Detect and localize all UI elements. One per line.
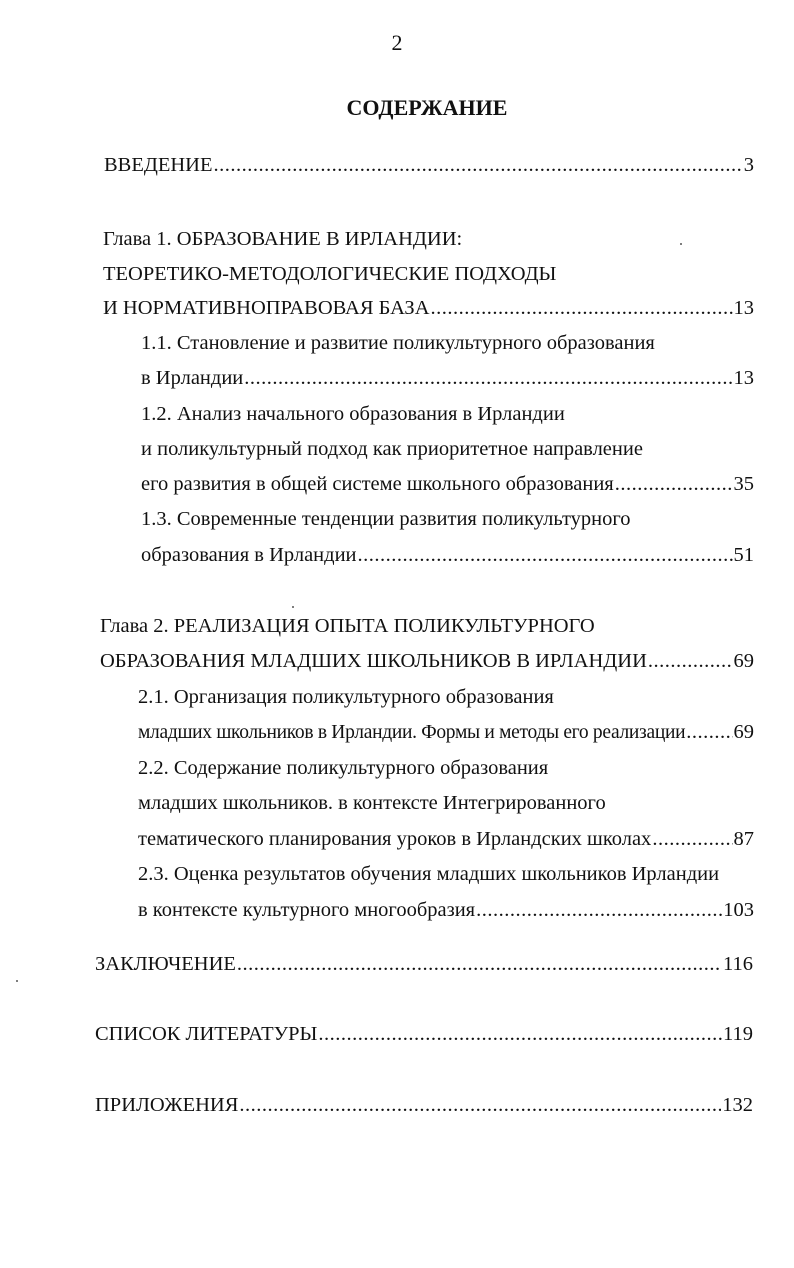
toc-entry-section-2-2[interactable] xyxy=(138,822,754,856)
dot-leader xyxy=(358,538,733,572)
chapter1-heading-line1[interactable]: Глава 1. ОБРАЗОВАНИЕ В ИРЛАНДИИ: xyxy=(103,228,463,250)
toc-page-number: 13 xyxy=(733,297,754,319)
toc-entry-label: ВВЕДЕНИЕ xyxy=(104,154,213,176)
dot-leader xyxy=(239,1088,721,1122)
dot-leader xyxy=(431,291,733,325)
toc-entry-section-2-1[interactable] xyxy=(138,715,754,749)
scan-speck xyxy=(680,243,682,245)
toc-page-number: 132 xyxy=(722,1094,753,1116)
toc-page-number: 13 xyxy=(733,367,754,389)
toc-page-number: 119 xyxy=(723,1023,753,1045)
dot-leader xyxy=(652,822,732,856)
toc-entry-section-2-3[interactable] xyxy=(138,893,754,927)
dot-leader xyxy=(648,644,733,678)
toc-entry-label: ПРИЛОЖЕНИЯ xyxy=(95,1094,239,1116)
dot-leader xyxy=(615,467,733,501)
section-2-2-line2[interactable]: младших школьников. в контексте Интегрированного xyxy=(138,792,606,814)
dot-leader xyxy=(244,361,732,395)
toc-entry-section-1-3[interactable] xyxy=(141,538,754,572)
section-2-2-line1[interactable]: 2.2. Содержание поликультурного образования xyxy=(138,757,549,779)
section-1-2-line2[interactable]: и поликультурный подход как приоритетное направление xyxy=(141,438,643,460)
toc-entry-label: СПИСОК ЛИТЕРАТУРЫ xyxy=(95,1023,318,1045)
toc-entry-label: ОБРАЗОВАНИЯ МЛАДШИХ ШКОЛЬНИКОВ В ИРЛАНДИИ xyxy=(100,650,647,672)
dot-leader xyxy=(237,947,722,981)
toc-page-number: 51 xyxy=(733,544,754,566)
toc-entry-chapter1[interactable] xyxy=(103,291,754,325)
toc-entry-conclusion[interactable] xyxy=(95,947,753,981)
toc-page-number: 87 xyxy=(733,828,754,850)
toc-entry-section-1-2[interactable] xyxy=(141,467,754,501)
toc-entry-section-1-1[interactable] xyxy=(141,361,754,395)
toc-page-number: 69 xyxy=(733,650,754,672)
toc-entry-label: И НОРМАТИВНОПРАВОВАЯ БАЗА xyxy=(103,297,430,319)
toc-entry-label: образования в Ирландии xyxy=(141,544,357,566)
section-2-1-line1[interactable]: 2.1. Организация поликультурного образования xyxy=(138,686,554,708)
chapter1-heading-line2[interactable]: ТЕОРЕТИКО-МЕТОДОЛОГИЧЕСКИЕ ПОДХОДЫ xyxy=(103,263,557,285)
dot-leader xyxy=(686,715,732,749)
chapter2-heading-line1[interactable]: Глава 2. РЕАЛИЗАЦИЯ ОПЫТА ПОЛИКУЛЬТУРНОГО xyxy=(100,615,595,637)
toc-entry-references[interactable] xyxy=(95,1017,753,1051)
scan-speck xyxy=(292,606,294,608)
section-1-3-line1[interactable]: 1.3. Современные тенденции развития поликультурного xyxy=(141,508,631,530)
section-2-3-line1[interactable]: 2.3. Оценка результатов обучения младших школьников Ирландии xyxy=(138,863,720,885)
toc-entry-label: ЗАКЛЮЧЕНИЕ xyxy=(95,953,236,975)
toc-page-number: 103 xyxy=(723,899,754,921)
toc-page-number: 116 xyxy=(723,953,753,975)
toc-entry-label: его развития в общей системе школьного образования xyxy=(141,473,614,495)
toc-page-number: 69 xyxy=(733,721,754,743)
dot-leader xyxy=(476,893,722,927)
toc-entry-label: в контексте культурного многообразия xyxy=(138,899,476,921)
section-1-1-line1[interactable]: 1.1. Становление и развитие поликультурного образования xyxy=(141,332,655,354)
scan-speck xyxy=(16,980,18,982)
toc-page-number: 35 xyxy=(733,473,754,495)
page-number: 2 xyxy=(391,30,403,55)
toc-entry-appendices[interactable] xyxy=(95,1088,753,1122)
toc-entry-chapter2[interactable] xyxy=(100,644,754,678)
toc-entry-label: тематического планирования уроков в Ирландских школах xyxy=(138,828,652,850)
toc-entry-label: в Ирландии xyxy=(141,367,244,389)
section-1-2-line1[interactable]: 1.2. Анализ начального образования в Ирландии xyxy=(141,403,565,425)
toc-entry-label: младших школьников в Ирландии. Формы и методы его реализации xyxy=(138,722,686,743)
toc-page-number: 3 xyxy=(743,154,754,176)
dot-leader xyxy=(318,1017,722,1051)
dot-leader xyxy=(214,148,743,182)
page-title: СОДЕРЖАНИЕ xyxy=(346,95,508,120)
toc-entry-intro[interactable] xyxy=(104,148,754,182)
